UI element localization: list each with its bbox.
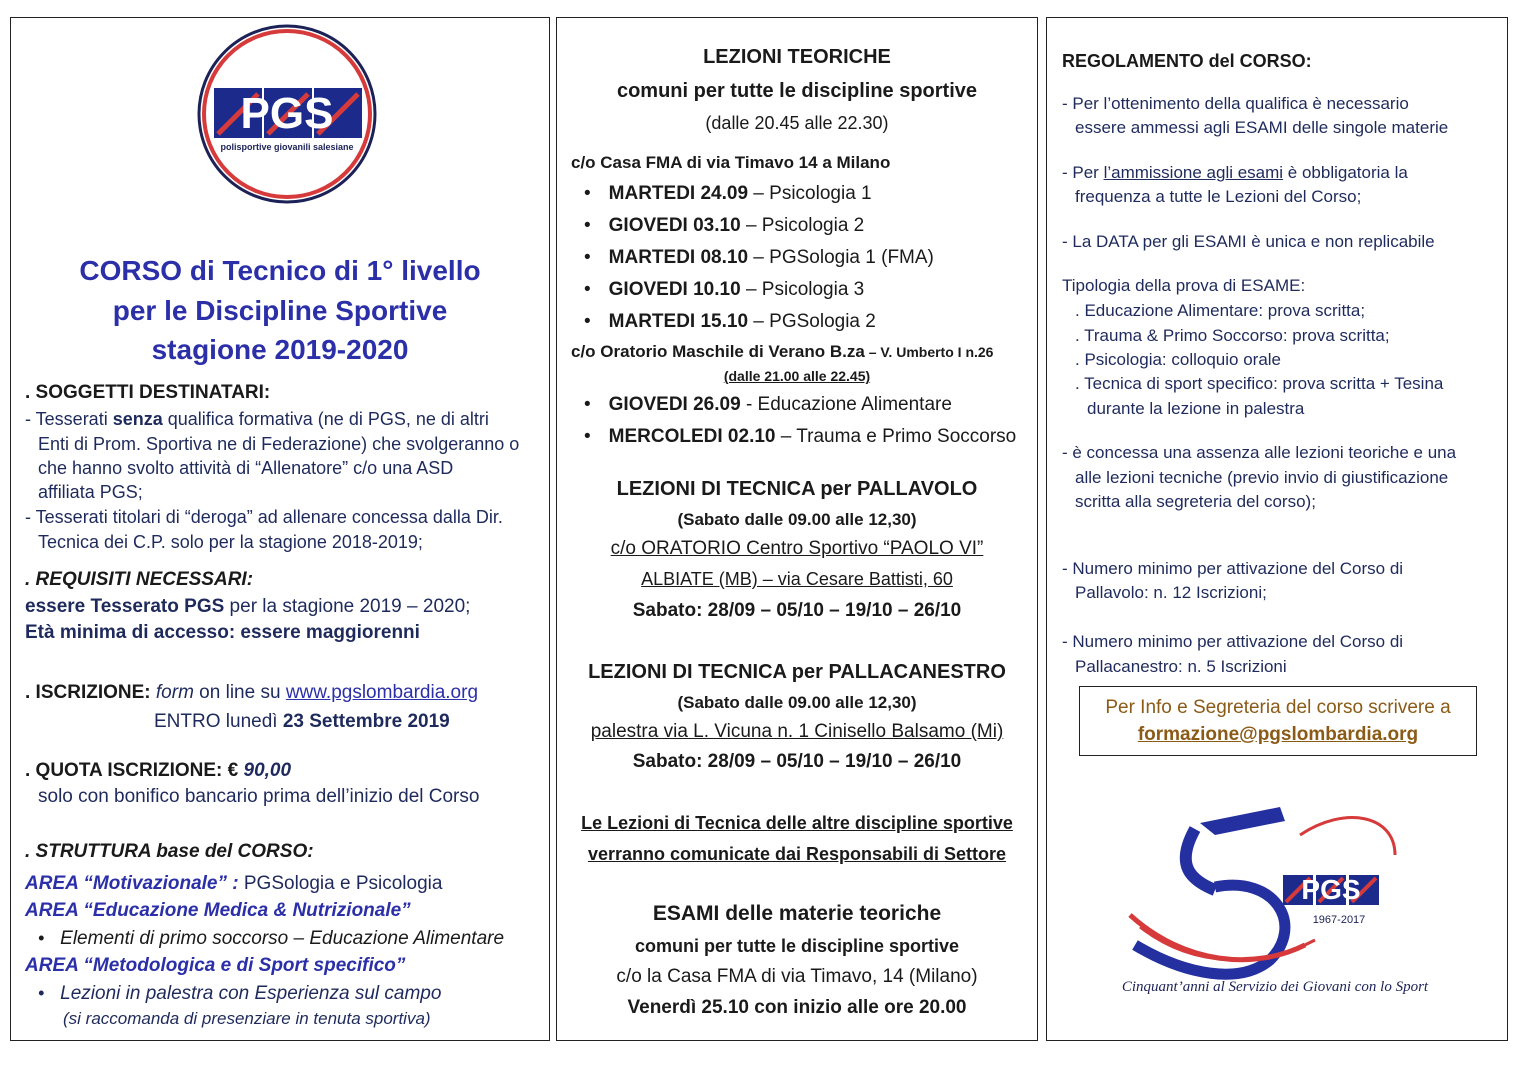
requisiti-stagione: per la stagione 2019 – 2020;: [224, 596, 471, 617]
bullet-dot: •: [584, 311, 591, 332]
pallacanestro-heading: LEZIONI DI TECNICA per PALLACANESTRO: [588, 661, 1006, 683]
destinatari-l1a: - Tesserati: [25, 409, 113, 429]
destinatari-line-6: Tecnica dei C.P. solo per la stagione 2018-2019;: [38, 532, 423, 552]
esami-location: c/o la Casa FMA di via Timavo, 14 (Milano): [616, 966, 978, 987]
regola-1-line-1: - Per l’ottenimento della qualifica è necessario: [1062, 94, 1409, 113]
esami-subheading: comuni per tutte le discipline sportive: [634, 936, 960, 956]
iscrizione-deadline: 23 Settembre 2019: [282, 711, 450, 732]
teoriche-list-1-item: [584, 215, 864, 237]
regola-2-prefix: - Per: [1062, 163, 1104, 182]
quota-note: solo con bonifico bancario prima dell’inizio del Corso: [38, 786, 480, 807]
teoriche-list-2-topic: – Trauma e Primo Soccorso: [775, 426, 1017, 447]
struttura-bullet-2-text: Lezioni in palestra con Esperienza sul campo: [60, 983, 442, 1004]
bullet-dot: •: [38, 983, 45, 1003]
course-title-line-2: per le Discipline Sportive: [112, 295, 448, 326]
regola-5-line-2: Pallavolo: n. 12 Iscrizioni;: [1075, 583, 1267, 602]
regola-6-line-2: Pallacanestro: n. 5 Iscrizioni: [1075, 657, 1287, 676]
regola-2-line-2: frequenza a tutte le Lezioni del Corso;: [1075, 187, 1362, 206]
regola-3: - La DATA per gli ESAMI è unica e non replicabile: [1062, 232, 1435, 251]
requisiti-tesserato: essere Tesserato PGS: [25, 596, 225, 617]
iscrizione-form: form: [155, 682, 194, 703]
regolamento-heading: REGOLAMENTO del CORSO:: [1062, 51, 1312, 71]
location-2-address: – V. Umberto I n.26: [864, 344, 994, 360]
bullet-dot: •: [584, 215, 591, 236]
tipologia-4: . Tecnica di sport specifico: prova scritta + Tesina: [1075, 374, 1444, 393]
pgs-50-motto: Cinquant’anni al Servizio dei Giovani con lo Sport: [1121, 979, 1429, 995]
pgs-50-anniversary-logo: [1095, 795, 1465, 1005]
teoriche-list-1-date: MARTEDI 24.09: [608, 183, 749, 204]
teoriche-list-1-item: [584, 247, 934, 269]
teoriche-subheading: comuni per tutte le discipline sportive: [616, 80, 978, 102]
struttura-area-1: [25, 873, 442, 895]
destinatari-senza: senza: [112, 409, 163, 429]
quota-amount: 90,00: [243, 760, 292, 781]
teoriche-list-1-date: GIOVEDI 10.10: [608, 279, 741, 300]
pallacanestro-time: (Sabato dalle 09.00 alle 12,30): [677, 693, 917, 712]
regola-1-line-2: essere ammessi agli ESAMI delle singole materie: [1075, 118, 1449, 137]
requisiti-line-1: [25, 596, 470, 618]
pallavolo-heading: LEZIONI DI TECNICA per PALLAVOLO: [616, 478, 978, 500]
teoriche-list-2-date: GIOVEDI 26.09: [608, 394, 741, 415]
teoriche-list-1-item: [584, 183, 872, 205]
quota-line: [25, 760, 291, 782]
iscrizione-label: . ISCRIZIONE:: [25, 682, 151, 703]
pgs-logo-subtitle: polisportive giovanili salesiane: [220, 142, 354, 152]
course-title-line-1: CORSO di Tecnico di 1° livello: [79, 255, 481, 286]
teoriche-list-1-item: [584, 311, 876, 333]
teoriche-list-1-item: [584, 279, 864, 301]
destinatari-line-3: che hanno svolto attività di “Allenatore” c/o una ASD: [38, 458, 454, 478]
teoriche-list-1-date: MARTEDI 15.10: [608, 311, 749, 332]
teoriche-location-1: c/o Casa FMA di via Timavo 14 a Milano: [571, 153, 891, 172]
pallavolo-location-1: c/o ORATORIO Centro Sportivo “PAOLO VI”: [610, 538, 984, 559]
tipologia-2: . Trauma & Primo Soccorso: prova scritta;: [1075, 326, 1390, 345]
struttura-note: (si raccomanda di presenziare in tenuta sportiva): [63, 1009, 431, 1028]
bullet-dot: •: [584, 279, 591, 300]
regola-6-line-1: - Numero minimo per attivazione del Corso di: [1062, 632, 1404, 651]
pallavolo-time: (Sabato dalle 09.00 alle 12,30): [677, 510, 917, 529]
tipologia-3: . Psicologia: colloquio orale: [1075, 350, 1282, 369]
tipologia-5: durante la lezione in palestra: [1087, 399, 1305, 418]
regola-4-line-2: alle lezioni tecniche (previo invio di giustificazione: [1075, 468, 1449, 487]
pgs-50-years: 1967-2017: [1312, 914, 1366, 926]
teoriche-list-1-topic: – Psicologia 3: [740, 279, 865, 300]
struttura-bullet-2: [38, 983, 441, 1005]
pgs-logo-text: PGS: [240, 89, 334, 138]
bullet-dot: •: [584, 394, 591, 415]
struttura-area-3: AREA “Metodologica e di Sport specifico”: [25, 955, 406, 976]
pallavolo-dates: Sabato: 28/09 – 05/10 – 19/10 – 26/10: [632, 600, 962, 621]
struttura-bullet-1-text: Elementi di primo soccorso – Educazione Alimentare: [60, 928, 505, 949]
tipologia-heading: Tipologia della prova di ESAME:: [1062, 276, 1306, 295]
struttura-bullet-1: [38, 928, 504, 950]
teoriche-list-1-topic: – PGSologia 2: [748, 311, 876, 332]
teoriche-list-1-topic: – Psicologia 1: [748, 183, 872, 204]
destinatari-line-2: Enti di Prom. Sportiva ne di Federazione) che svolgeranno o: [38, 434, 520, 454]
destinatari-line-5: - Tesserati titolari di “deroga” ad allenare concessa dalla Dir.: [25, 507, 503, 527]
altre-discipline-line-2: verranno comunicate dai Responsabili di Settore: [587, 844, 1007, 864]
teoriche-list-1-topic: – Psicologia 2: [740, 215, 865, 236]
bullet-dot: •: [584, 247, 591, 268]
teoriche-list-2-topic: - Educazione Alimentare: [740, 394, 952, 415]
pgs-logo: [192, 24, 382, 204]
teoriche-location-2-time: (dalle 21.00 alle 22.45): [723, 368, 871, 384]
iscrizione-entro-label: ENTRO lunedì: [154, 711, 283, 732]
regola-2-suffix: è obbligatoria la: [1283, 163, 1408, 182]
area-motivazionale: AREA “Motivazionale” :: [25, 873, 239, 894]
teoriche-list-2-item: [584, 426, 1016, 448]
area-motivazionale-topics: PGSologia e Psicologia: [238, 873, 443, 894]
destinatari-line-4: affiliata PGS;: [38, 482, 143, 502]
iscrizione-entro: [154, 711, 450, 733]
teoriche-list-2-item: [584, 394, 952, 416]
teoriche-time: (dalle 20.45 alle 22.30): [705, 113, 889, 133]
iscrizione-mid: on line su: [193, 682, 286, 703]
bullet-dot: •: [584, 426, 591, 447]
location-2-name: c/o Oratorio Maschile di Verano B.za: [571, 342, 865, 361]
pallavolo-location-2: ALBIATE (MB) – via Cesare Battisti, 60: [641, 569, 953, 589]
esami-heading: ESAMI delle materie teoriche: [652, 902, 942, 925]
teoriche-list-1-date: MARTEDI 08.10: [608, 247, 749, 268]
requisiti-heading: . REQUISITI NECESSARI:: [25, 569, 254, 590]
pallacanestro-location: palestra via L. Vicuna n. 1 Cinisello Balsamo (Mi): [590, 721, 1004, 742]
regola-5-line-1: - Numero minimo per attivazione del Corso di: [1062, 559, 1404, 578]
regola-2-ammissione: l’ammissione agli esami: [1103, 163, 1284, 182]
quota-label: . QUOTA ISCRIZIONE: €: [25, 760, 244, 781]
pgs-50-logo-text: PGS: [1301, 874, 1361, 905]
regola-4-line-1: - è concessa una assenza alle lezioni teoriche e una: [1062, 443, 1457, 462]
destinatari-heading: . SOGGETTI DESTINATARI:: [25, 382, 271, 403]
course-title-line-3: stagione 2019-2020: [151, 334, 409, 365]
teoriche-list-2-date: MERCOLEDI 02.10: [608, 426, 776, 447]
regola-4-line-3: scritta alla segreteria del corso);: [1075, 492, 1316, 511]
destinatari-line-1: [25, 409, 489, 430]
info-email-link[interactable]: formazione@pgslombardia.org: [1137, 724, 1419, 745]
regola-2-line-1: [1062, 163, 1408, 183]
iscrizione-line: [25, 682, 478, 704]
requisiti-line-2: Età minima di accesso: essere maggiorenni: [25, 622, 420, 643]
struttura-heading: . STRUTTURA base del CORSO:: [25, 841, 314, 862]
teoriche-list-1-topic: – PGSologia 1 (FMA): [748, 247, 934, 268]
destinatari-l1c: qualifica formativa (ne di PGS, ne di altri: [162, 409, 489, 429]
altre-discipline-line-1: Le Lezioni di Tecnica delle altre discipline sportive: [581, 813, 1013, 833]
bullet-dot: •: [38, 928, 45, 948]
iscrizione-url-link[interactable]: www.pgslombardia.org: [285, 682, 479, 703]
teoriche-list-1-date: GIOVEDI 03.10: [608, 215, 741, 236]
info-box: [1079, 686, 1477, 756]
teoriche-location-2: [571, 342, 993, 362]
tipologia-1: . Educazione Alimentare: prova scritta;: [1075, 301, 1366, 320]
esami-when: Venerdì 25.10 con inizio alle ore 20.00: [627, 997, 967, 1018]
bullet-dot: •: [584, 183, 591, 204]
teoriche-heading: LEZIONI TEORICHE: [703, 46, 891, 68]
info-line: Per Info e Segreteria del corso scrivere a: [1105, 697, 1451, 718]
pallacanestro-dates: Sabato: 28/09 – 05/10 – 19/10 – 26/10: [632, 751, 962, 772]
struttura-area-2: AREA “Educazione Medica & Nutrizionale”: [25, 900, 411, 921]
